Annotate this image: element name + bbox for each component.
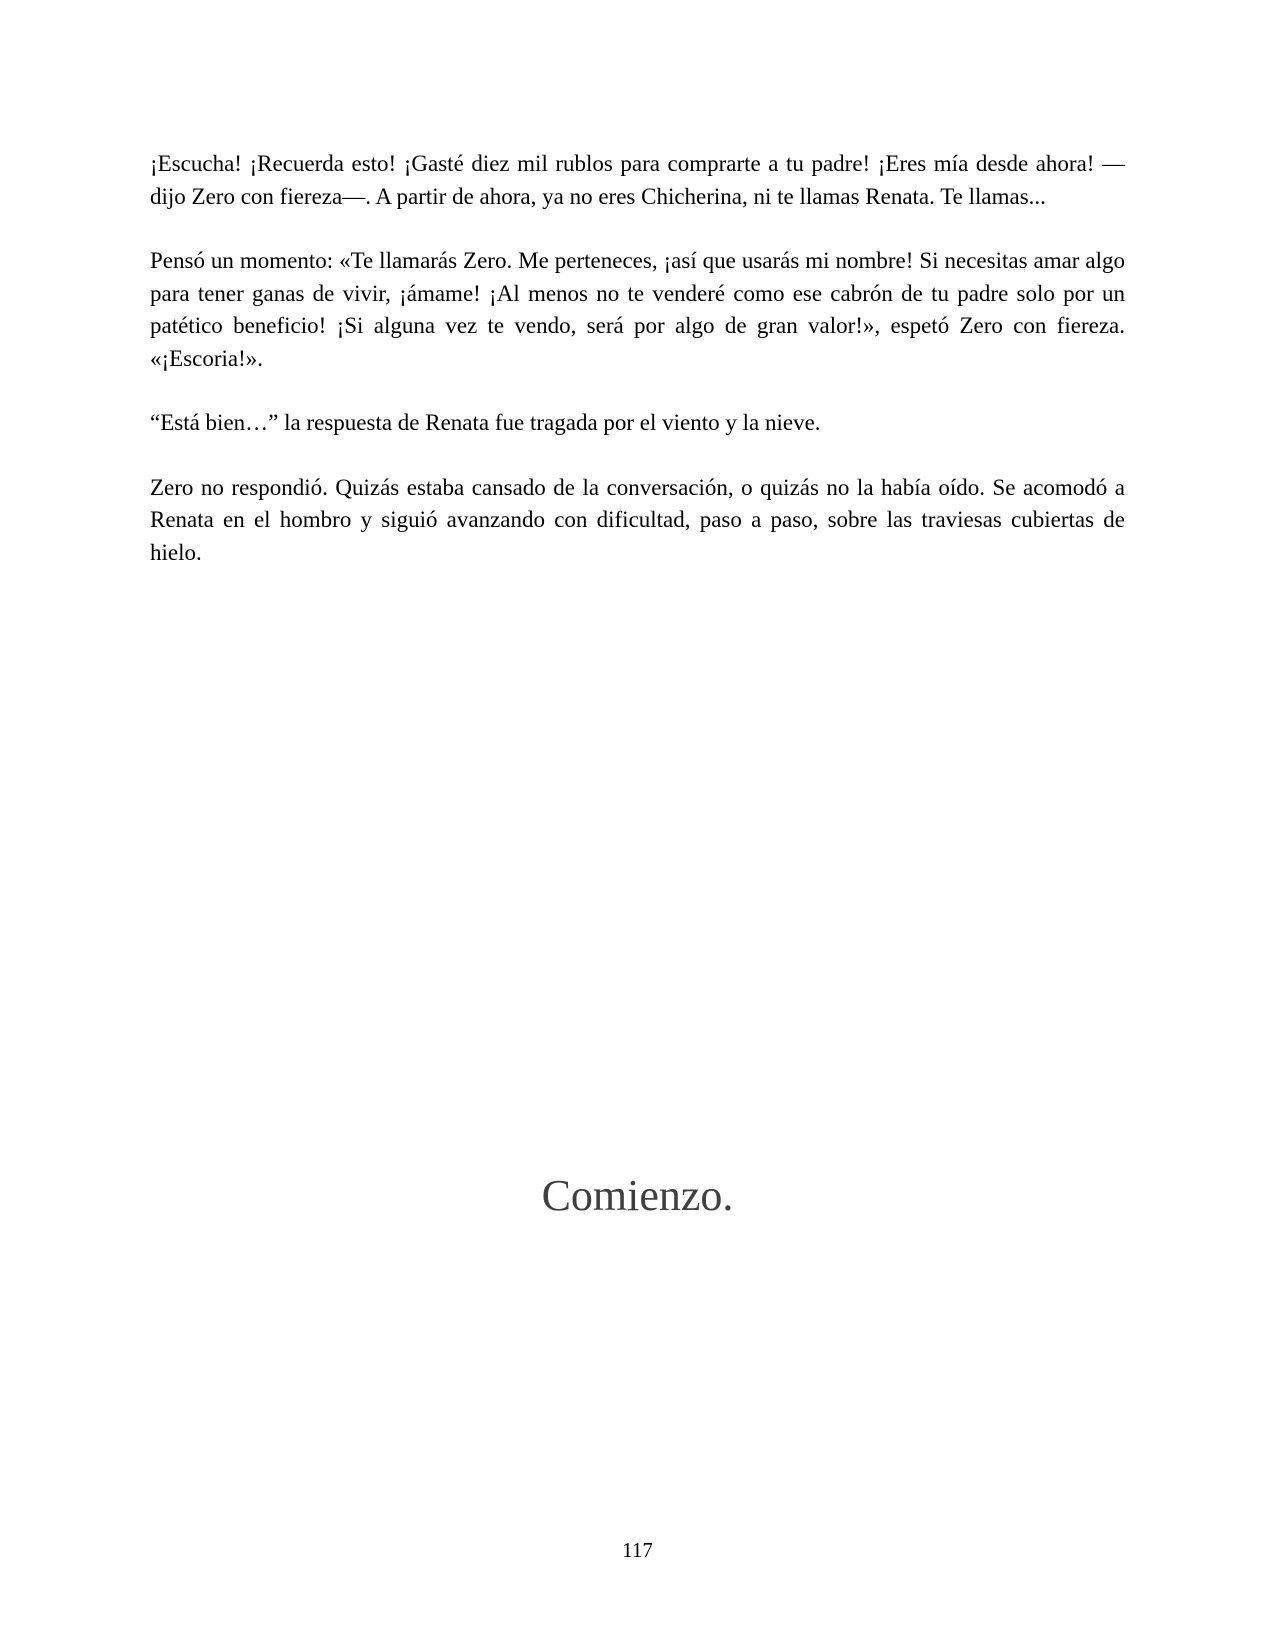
paragraph-4: Zero no respondió. Quizás estaba cansado de la conversación, o quizás no la había oído. Se acomodó a Renata en el hombro y siguió avanzando con dificultad, paso a paso, sobre las traviesas cubiertas de hielo. bbox=[150, 474, 1125, 565]
paragraph-3: “Está bien…” la respuesta de Renata fue tragada por el viento y la nieve. bbox=[150, 410, 821, 435]
paragraph-2: Pensó un momento: «Te llamarás Zero. Me perteneces, ¡así que usarás mi nombre! Si necesitas amar algo para tener ganas de vivir, ¡ámame! ¡Al menos no te venderé como ese cabrón de tu padre solo por un patético beneficio! ¡Si alguna vez te vendo, será por algo de gran valor!», espetó Zero con fiereza. «¡Escoria!». bbox=[150, 248, 1125, 371]
paragraph-1: ¡Escucha! ¡Recuerda esto! ¡Gasté diez mil rublos para comprarte a tu padre! ¡Eres mía desde ahora! —dijo Zero con fiereza—. A partir de ahora, ya no eres Chicherina, ni te llamas Renata. Te llamas... bbox=[150, 151, 1125, 209]
section-heading: Comienzo. bbox=[541, 1171, 734, 1220]
body-text bbox=[150, 148, 1125, 601]
page-number: 117 bbox=[622, 1538, 653, 1562]
